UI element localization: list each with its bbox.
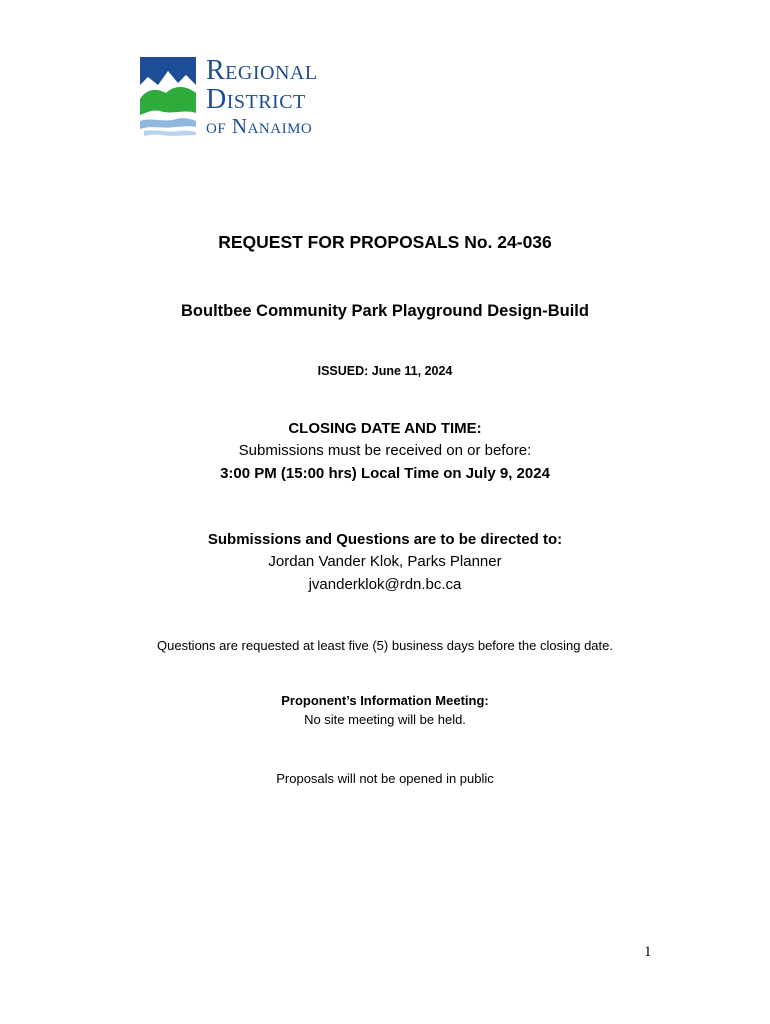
contact-name: Jordan Vander Klok, Parks Planner	[268, 553, 502, 570]
logo-line-of-nanaimo: of Nanaimo	[206, 114, 313, 138]
meeting-text: No site meeting will be held.	[304, 712, 466, 727]
contact-email[interactable]: jvanderklok@rdn.bc.ca	[308, 576, 462, 593]
page-number: 1	[644, 944, 652, 960]
rdn-logo	[138, 55, 338, 140]
logo-line-district: District	[206, 84, 306, 115]
closing-datetime: 3:00 PM (15:00 hrs) Local Time on July 9, 2024	[220, 465, 550, 482]
logo-wordmark	[206, 57, 318, 138]
closing-instruction: Submissions must be received on or before:	[238, 442, 532, 459]
questions-note: Questions are requested at least five (5) business days before the closing date.	[157, 638, 613, 653]
issued-date: ISSUED: June 11, 2024	[317, 364, 453, 378]
meeting-label: Proponent’s Information Meeting:	[281, 693, 489, 708]
closing-label: CLOSING DATE AND TIME:	[288, 420, 482, 437]
logo-line-regional: Regional	[206, 55, 318, 86]
rdn-logo-mark-icon	[138, 55, 198, 137]
contact-label: Submissions and Questions are to be directed to:	[207, 531, 563, 548]
document-subtitle: Boultbee Community Park Playground Design-Build	[181, 302, 589, 320]
document-title: REQUEST FOR PROPOSALS No. 24-036	[218, 232, 552, 252]
public-opening-note: Proposals will not be opened in public	[276, 771, 494, 786]
